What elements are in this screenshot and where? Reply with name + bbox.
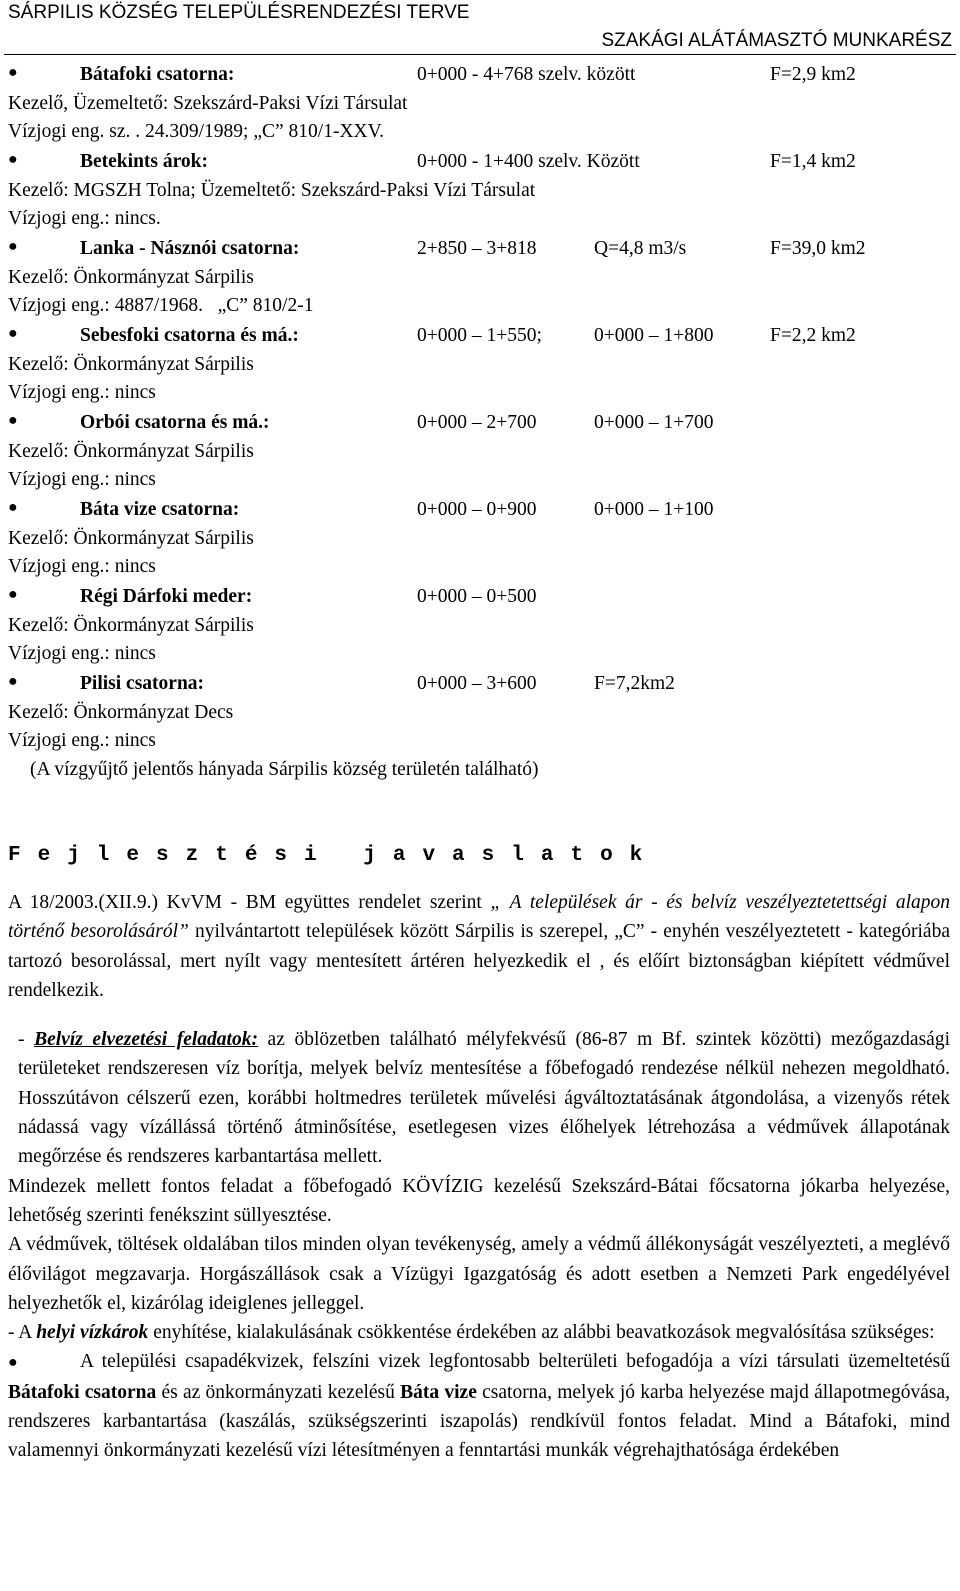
belviz-label: Belvíz elvezetési feladatok: <box>34 1029 258 1051</box>
canal-area: F=2,2 km2 <box>770 325 856 346</box>
regulation-title: „ A települések ár - és belvíz veszélyeztetettségi alapon történő besorolásáról” <box>8 892 950 943</box>
bata-vize-label: Báta vize <box>400 1381 477 1403</box>
text-span: - A <box>8 1322 37 1344</box>
canal-range: 0+000 – 1+550; <box>417 325 542 346</box>
canal-range: 0+000 - 1+400 szelv. Között <box>417 151 640 172</box>
canal-vizjogi: Vízjogi eng.: nincs <box>8 382 156 403</box>
text-span: nyilvántartott települések között Sárpilis is szerepel, „C” - enyhén veszélyeztetett - kategóriába tartozó besorolással, mert nyílt vagy mentesített ártéren helyezkedik el , és előírt biztonságban kiépített védművel rendelkezik. <box>8 921 950 1001</box>
batafoki-label: Bátafoki csatorna <box>8 1381 157 1403</box>
bullet-icon: ● <box>8 412 18 429</box>
bullet-icon: ● <box>8 238 18 255</box>
bullet-icon: ● <box>8 325 18 342</box>
canal-kezelo: Kezelő: Önkormányzat Sárpilis <box>8 354 254 375</box>
paragraph-bullet <box>8 1347 950 1465</box>
bullet-icon: ● <box>8 1354 18 1372</box>
canal-kezelo: Kezelő: MGSZH Tolna; Üzemeltető: Szekszárd-Paksi Vízi Társulat <box>8 180 536 201</box>
canal-vizjogi: Vízjogi eng.: nincs <box>8 643 156 664</box>
canal-kezelo: Kezelő: Önkormányzat Sárpilis <box>8 528 254 549</box>
text-span: - <box>18 1029 35 1051</box>
paragraph-regulation <box>8 888 950 1005</box>
section-title: F e j l e s z t é s i j a v a s l a t o k <box>8 844 645 867</box>
text-span: és az önkormányzati kezelésű <box>156 1381 401 1403</box>
canal-name: Sebesfoki csatorna és má.: <box>80 325 299 346</box>
canal-vizjogi: Vízjogi eng.: nincs <box>8 469 156 490</box>
header-rule <box>4 54 956 55</box>
canal-name: Betekints árok: <box>80 151 209 172</box>
canal-range-2: 0+000 – 1+700 <box>594 412 714 433</box>
canal-vizjogi: Vízjogi eng.: nincs. <box>8 208 161 229</box>
canal-name: Régi Dárfoki meder: <box>80 586 253 607</box>
body-text <box>8 888 950 1466</box>
canal-vizjogi: Vízjogi eng.: nincs <box>8 730 156 751</box>
canal-name: Báta vize csatorna: <box>80 499 240 520</box>
canal-name: Orbói csatorna és má.: <box>80 412 270 433</box>
canal-kezelo: Kezelő: Önkormányzat Sárpilis <box>8 441 254 462</box>
text-span: az öblözetben található mélyfekvésű (86-87 m Bf. szintek közötti) mezőgazdasági területeket rendszeresen víz borítja, melyek belvíz mentesítése a főbefogadó rendezése nélkül nehezen megoldható. Hosszútávon célszerű ezen, korábbi holtmedres területek művelési ágváltoztatásának átgondolása, a vizenyős rétek nádassá vagy vízállássá történő átminősítése, esetlegesen vizes élőhelyek létrehozása a védművek állapotának megőrzése és rendszeres karbantartása mellett. <box>18 1029 950 1168</box>
paragraph-fobefogado: Mindezek mellett fontos feladat a főbefogadó KÖVÍZIG kezelésű Szekszárd-Bátai főcsatorna jókarba helyezése, lehetőség szerinti fenékszint süllyesztése. <box>8 1175 950 1226</box>
text-span: csatorna, melyek jó karba helyezése majd állapotmegóvása, rendszeres karbantartása (kaszálás, szükségszerinti iszapolás) rendkívül fontos feladat. Mind a Bátafoki, mind valamennyi önkormányzati kezelésű vízi létesítményen a fenntartási munkák végrehajthatósága érdekében <box>8 1381 950 1462</box>
canal-name: Pilisi csatorna: <box>80 673 205 694</box>
header-title: SÁRPILIS KÖZSÉG TELEPÜLÉSRENDEZÉSI TERVE <box>8 2 470 23</box>
text-span: A települési csapadékvizek, felszíni vizek legfontosabb belterületi befogadója a vízi társulati üzemeltetésű <box>80 1351 950 1373</box>
canal-kezelo: Kezelő: Önkormányzat Sárpilis <box>8 615 254 636</box>
canal-area: F=39,0 km2 <box>770 238 866 259</box>
canal-area: F=7,2km2 <box>594 673 675 694</box>
bullet-icon: ● <box>8 673 18 690</box>
canal-kezelo: Kezelő, Üzemeltető: Szekszárd-Paksi Vízi Társulat <box>8 93 408 114</box>
helyi-vizkarok-label: helyi vízkárok <box>36 1322 149 1344</box>
canal-range: 0+000 - 4+768 szelv. között <box>417 64 636 85</box>
canal-area: F=2,9 km2 <box>770 64 856 85</box>
canal-name: Bátafoki csatorna: <box>80 64 235 85</box>
bullet-icon: ● <box>8 64 18 81</box>
canal-area: F=1,4 km2 <box>770 151 856 172</box>
canal-range-2: 0+000 – 1+800 <box>594 325 714 346</box>
bullet-icon: ● <box>8 499 18 516</box>
canal-range: 0+000 – 3+600 <box>417 673 537 694</box>
canal-range: 2+850 – 3+818 <box>417 238 537 259</box>
canal-range: 0+000 – 0+500 <box>417 586 537 607</box>
paragraph-vedmuvek: A védművek, töltések oldalában tilos minden olyan tevékenység, amely a védmű állékonyságát veszélyezteti, a meglévő élővilágot megzavarja. Horgászállások csak a Vízügyi Igazgatóság és adott esetben a Nemzeti Park engedélyével helyezhetők el, kizárólag ideiglenes jelleggel. <box>8 1234 950 1314</box>
paragraph-belviz <box>8 1025 950 1171</box>
canal-range: 0+000 – 0+900 <box>417 499 537 520</box>
canal-name: Lanka - Násznói csatorna: <box>80 238 300 259</box>
canal-vizjogi: Vízjogi eng.: nincs <box>8 556 156 577</box>
canal-range-2: 0+000 – 1+100 <box>594 499 714 520</box>
bullet-icon: ● <box>8 586 18 603</box>
paragraph-helyi-vizkarok <box>8 1318 950 1347</box>
canal-range: 0+000 – 2+700 <box>417 412 537 433</box>
canal-flow: Q=4,8 m3/s <box>594 238 687 259</box>
text-span: A 18/2003.(XII.9.) KvVM - BM együttes rendelet szerint <box>8 892 491 913</box>
catchment-note: (A vízgyűjtő jelentős hányada Sárpilis község területén található) <box>30 759 539 780</box>
header-subtitle: SZAKÁGI ALÁTÁMASZTÓ MUNKARÉSZ <box>601 30 952 51</box>
text-span: enyhítése, kialakulásának csökkentése érdekében az alábbi beavatkozások megvalósítása szükséges: <box>148 1322 935 1344</box>
canal-vizjogi: Vízjogi eng. sz. . 24.309/1989; „C” 810/1-XXV. <box>8 121 385 142</box>
bullet-icon: ● <box>8 151 18 168</box>
canal-kezelo: Kezelő: Önkormányzat Sárpilis <box>8 267 254 288</box>
canal-vizjogi: Vízjogi eng.: 4887/1968. „C” 810/2-1 <box>8 295 314 316</box>
canal-kezelo: Kezelő: Önkormányzat Decs <box>8 702 234 723</box>
